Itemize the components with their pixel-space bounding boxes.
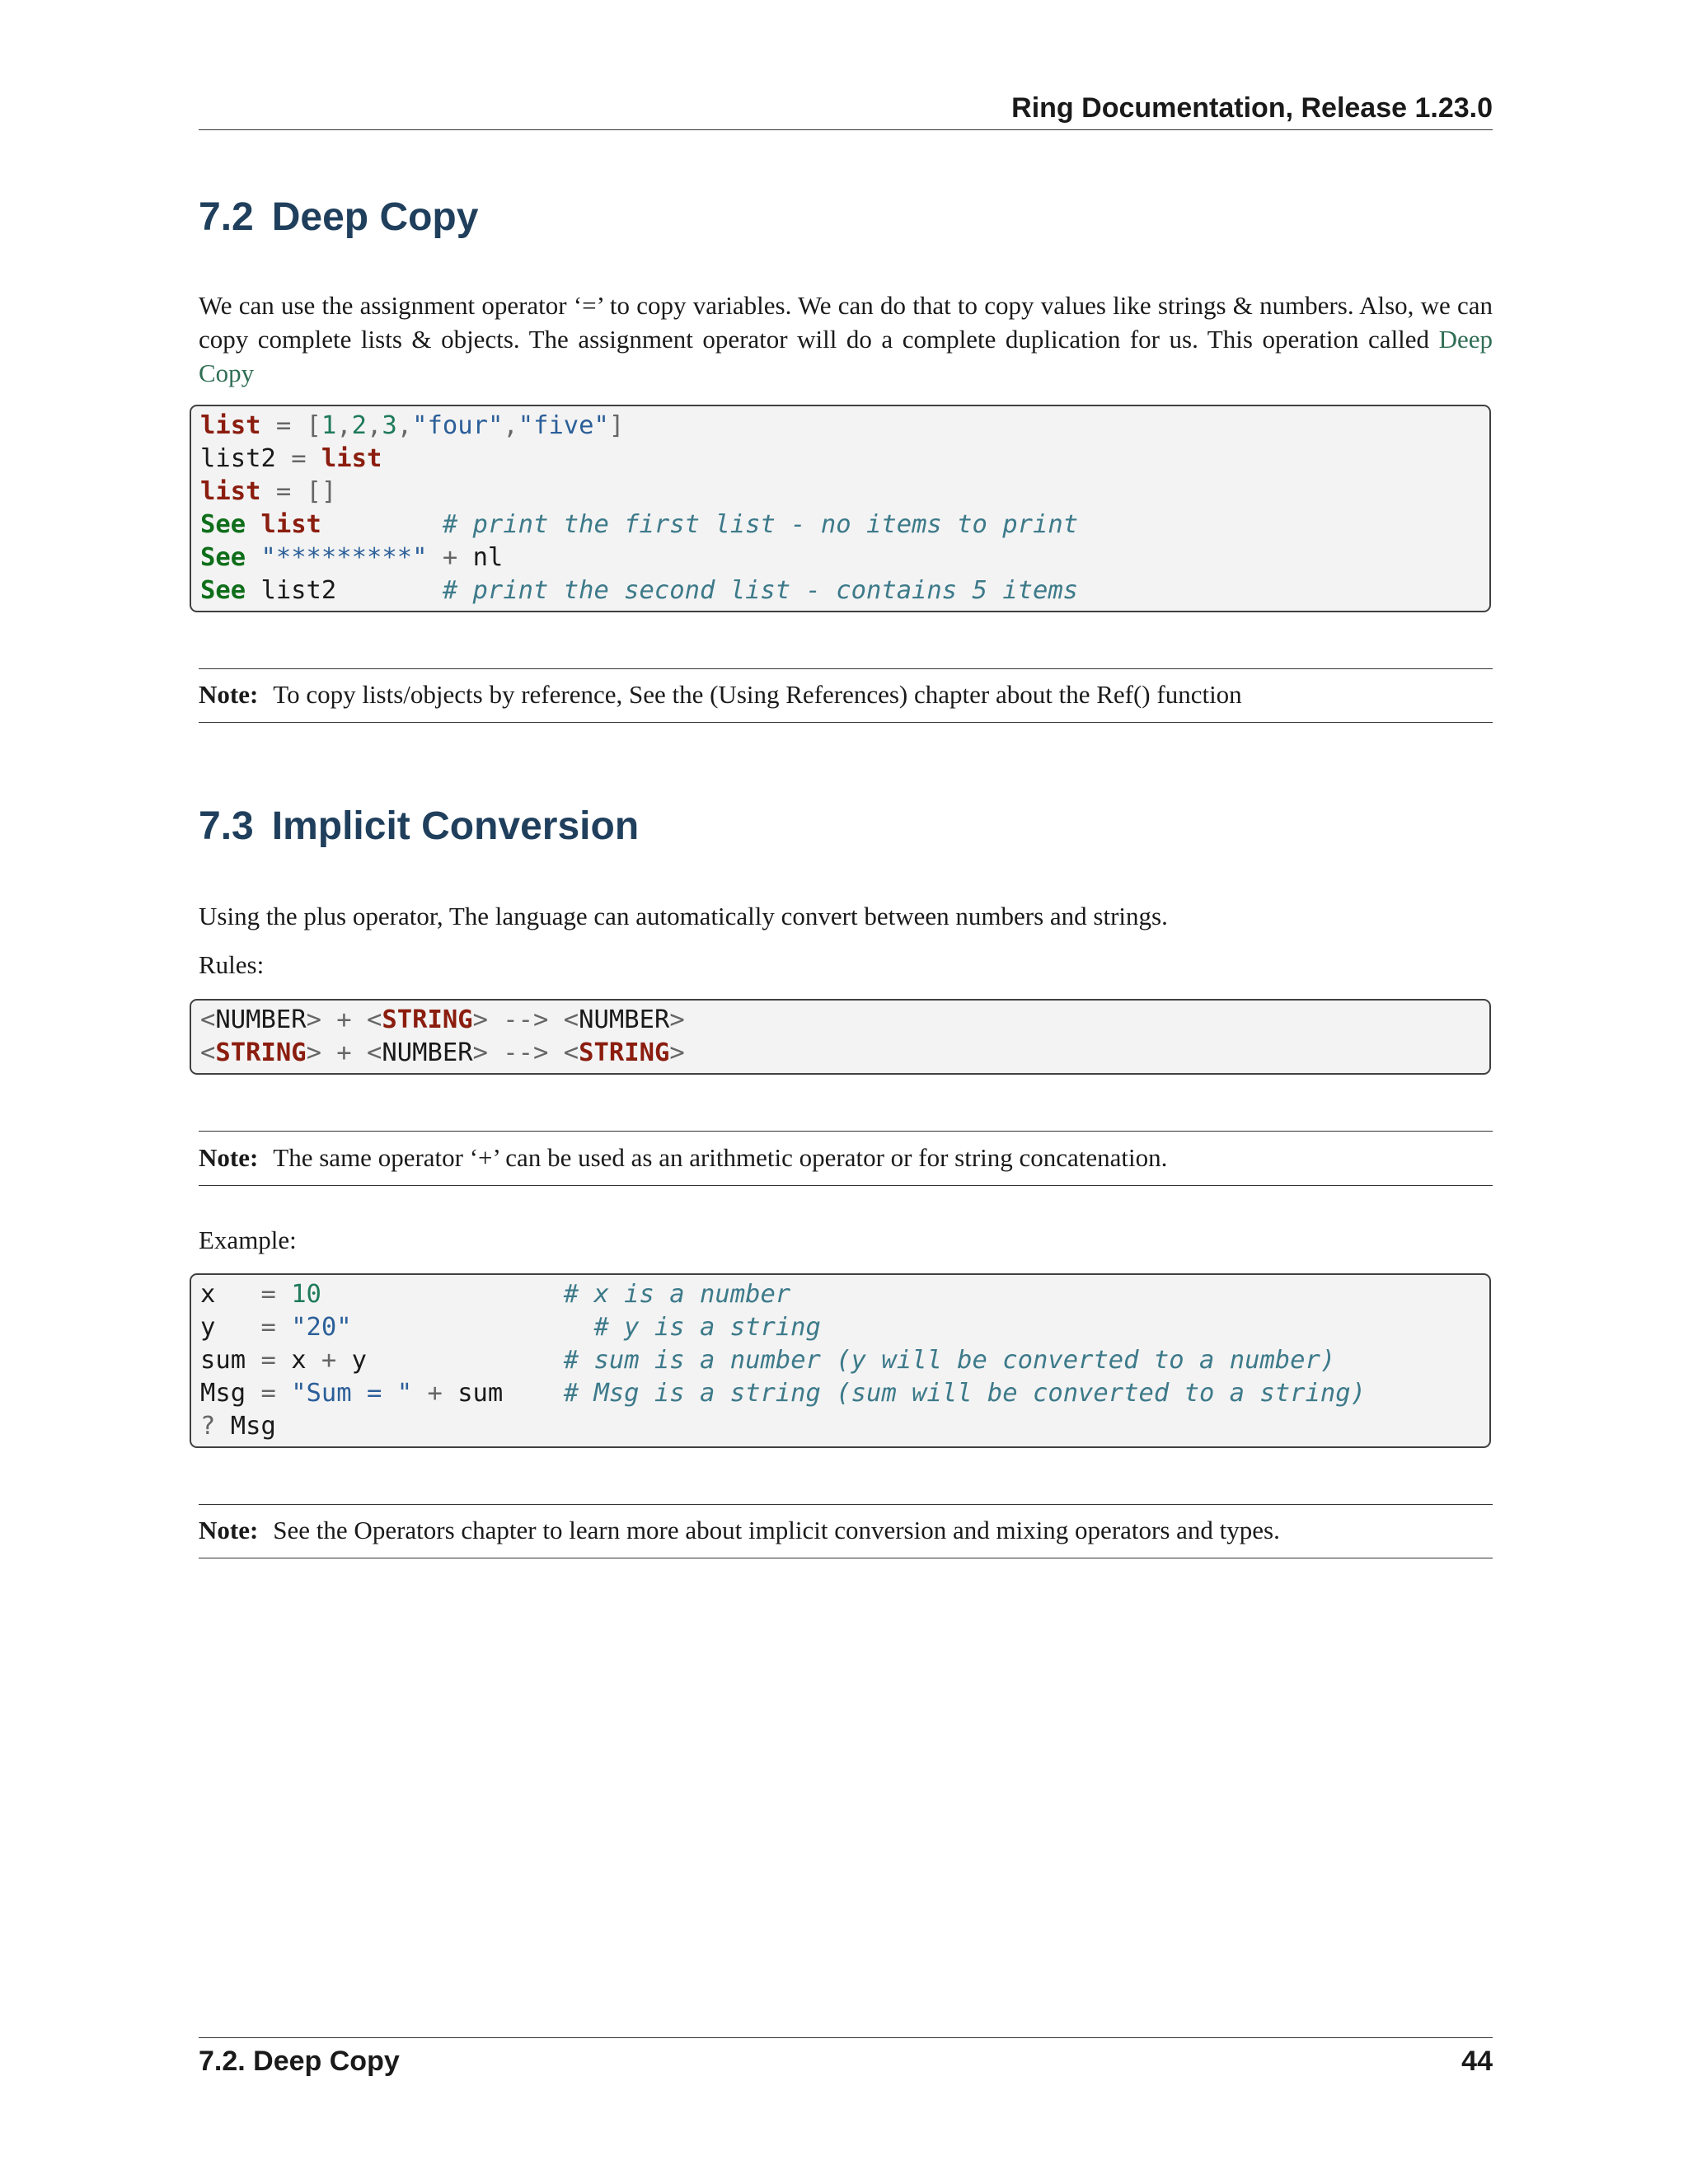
code-token: 1 <box>321 411 337 440</box>
code-token: + <box>427 543 473 572</box>
code-token: + <box>321 1346 352 1375</box>
section-heading-implicit-conversion <box>199 804 639 849</box>
section-number: 7.3 <box>199 804 254 848</box>
code-token: ? <box>200 1412 231 1441</box>
code-token: 3 <box>382 411 397 440</box>
code-token: = <box>260 1346 292 1375</box>
code-line <box>200 1278 1489 1311</box>
code-token: sum <box>200 1346 261 1375</box>
code-token: NUMBER <box>382 1038 473 1067</box>
code-token: , <box>396 411 413 440</box>
code-token: ] <box>608 411 625 440</box>
code-token <box>321 1280 564 1309</box>
code-token: list <box>321 444 382 473</box>
code-token: > + < <box>306 1005 382 1034</box>
header-rule <box>199 129 1493 130</box>
code-token: # Msg is a string (sum will be converted to a string) <box>563 1379 1366 1408</box>
note-rule-top <box>199 668 1493 669</box>
code-token: > <box>669 1005 685 1034</box>
note-rule-top <box>199 1504 1493 1505</box>
code-token <box>352 1313 594 1342</box>
section-title: Implicit Conversion <box>271 804 640 848</box>
document-page <box>199 0 1493 2184</box>
section-number: 7.2 <box>199 195 254 239</box>
code-token: NUMBER <box>579 1005 670 1034</box>
code-token: list <box>200 477 261 506</box>
note-rule-bottom <box>199 722 1493 723</box>
code-token <box>321 510 443 539</box>
code-token: , <box>336 411 352 440</box>
code-token: # y is a string <box>593 1313 821 1342</box>
code-token <box>246 543 260 572</box>
code-token: y <box>351 1346 368 1375</box>
code-token: 2 <box>351 411 368 440</box>
code-token: = [ <box>260 411 321 440</box>
code-block-example <box>190 1273 1491 1448</box>
deep-copy-paragraph-text: We can use the assignment operator ‘=’ to copy variables. We can do that to copy values like strings & numbers. Also, we can copy complete lists & objects. The assignment operator will do a complete duplication for us. This operation called <box>199 291 1493 354</box>
code-token: Msg <box>230 1412 276 1441</box>
code-line <box>200 410 1489 443</box>
code-token: , <box>367 411 382 440</box>
code-line <box>200 443 1489 476</box>
note-label: Note: <box>199 1143 259 1172</box>
code-token: , <box>503 411 518 440</box>
code-token: = <box>260 1313 292 1342</box>
note-label: Note: <box>199 1516 259 1544</box>
note-label: Note: <box>199 680 259 709</box>
note-text: To copy lists/objects by reference, See the (Using References) chapter about the Ref() function <box>273 680 1242 709</box>
code-token: x <box>291 1346 321 1375</box>
code-token: list2 <box>246 576 443 605</box>
code-token: = <box>260 1280 292 1309</box>
section-title: Deep Copy <box>271 195 479 239</box>
code-token: = <box>260 1379 292 1408</box>
code-token: # print the second list - contains 5 items <box>442 576 1079 605</box>
note-deep-copy <box>199 677 1242 711</box>
code-line <box>200 574 1489 607</box>
code-token: < <box>200 1038 216 1067</box>
code-token: x <box>200 1280 261 1309</box>
code-line <box>200 476 1489 509</box>
code-line <box>200 1037 1489 1070</box>
code-token <box>367 1346 564 1375</box>
code-token: + <box>412 1379 458 1408</box>
code-line <box>200 1004 1489 1037</box>
code-line <box>200 1410 1489 1443</box>
code-token: # x is a number <box>563 1280 791 1309</box>
code-token: list2 <box>200 444 292 473</box>
code-token: = [] <box>260 477 337 506</box>
code-token: Msg <box>200 1379 261 1408</box>
note-rule-top <box>199 1131 1493 1132</box>
code-token: y <box>200 1313 261 1342</box>
deep-copy-paragraph <box>199 288 1493 390</box>
deep-copy-link[interactable]: Deep Copy <box>199 325 1493 387</box>
running-header: Ring Documentation, Release 1.23.0 <box>1011 92 1493 124</box>
code-token: "five" <box>518 411 609 440</box>
example-label: Example: <box>199 1226 297 1254</box>
code-token <box>246 510 260 539</box>
note-operator <box>199 1141 1167 1174</box>
code-token: list <box>260 510 321 539</box>
implicit-intro-paragraph: Using the plus operator, The language can automatically convert between numbers and strings. <box>199 902 1168 930</box>
code-token: = <box>291 444 321 473</box>
code-token: > --> < <box>472 1038 579 1067</box>
note-text: The same operator ‘+’ can be used as an arithmetic operator or for string concatenation. <box>273 1143 1168 1172</box>
code-token: STRING <box>579 1038 670 1067</box>
code-line <box>200 1344 1489 1377</box>
code-token: nl <box>472 543 504 572</box>
code-token: sum <box>457 1379 504 1408</box>
code-token: See <box>200 543 246 572</box>
note-operators-chapter <box>199 1513 1280 1547</box>
footer-section-title: 7.2. Deep Copy <box>199 2046 400 2077</box>
code-token: > + < <box>306 1038 382 1067</box>
code-line <box>200 541 1489 574</box>
code-token: < <box>200 1005 216 1034</box>
footer-page-number: 44 <box>1461 2046 1493 2077</box>
rules-label: Rules: <box>199 950 265 979</box>
code-token: "four" <box>412 411 504 440</box>
code-token: "*********" <box>260 543 428 572</box>
note-rule-bottom <box>199 1185 1493 1186</box>
code-block-rules <box>190 999 1491 1075</box>
code-token: STRING <box>382 1005 473 1034</box>
code-token: See <box>200 510 246 539</box>
code-token: "Sum = " <box>291 1379 413 1408</box>
code-line <box>200 1377 1489 1410</box>
code-token: > <box>669 1038 685 1067</box>
note-text: See the Operators chapter to learn more about implicit conversion and mixing operators and types. <box>273 1516 1280 1544</box>
section-heading-deep-copy <box>199 194 478 240</box>
footer-rule <box>199 2037 1493 2038</box>
code-token: NUMBER <box>215 1005 307 1034</box>
code-token: "20" <box>291 1313 352 1342</box>
code-block-deep-copy <box>190 405 1491 612</box>
code-token: list <box>200 411 261 440</box>
code-token <box>503 1379 563 1408</box>
code-token: See <box>200 576 246 605</box>
code-token: # print the first list - no items to print <box>442 510 1079 539</box>
code-token: # sum is a number (y will be converted to a number) <box>563 1346 1336 1375</box>
code-line <box>200 509 1489 541</box>
code-token: 10 <box>291 1280 321 1309</box>
code-token: STRING <box>215 1038 307 1067</box>
code-line <box>200 1311 1489 1344</box>
code-token: > --> < <box>472 1005 579 1034</box>
